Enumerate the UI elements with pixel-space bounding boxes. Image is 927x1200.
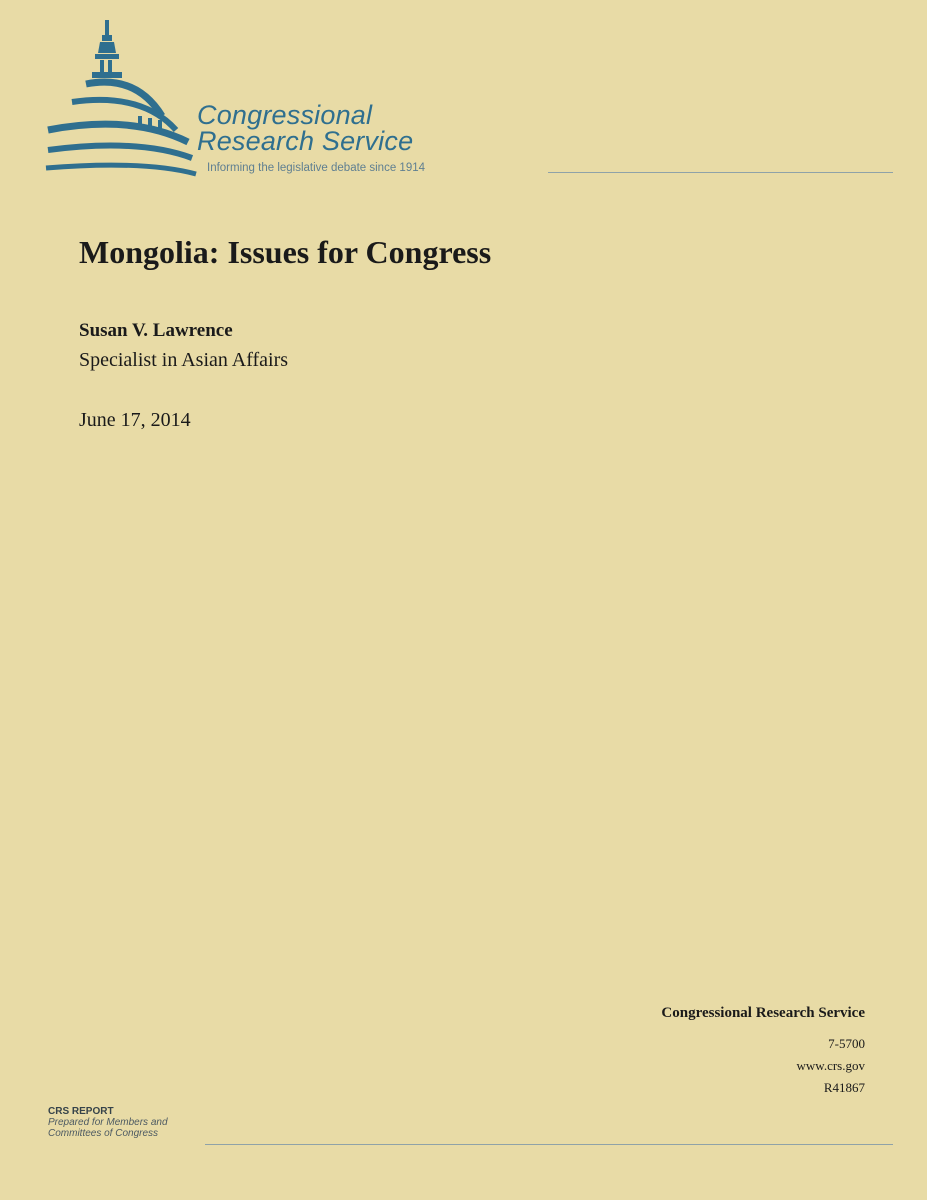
author-name: Susan V. Lawrence xyxy=(79,320,233,341)
footer-crs-report-label xyxy=(48,1106,168,1139)
publisher-code: 7-5700 xyxy=(828,1036,865,1051)
footer-subtitle-line2: Committees of Congress xyxy=(48,1128,159,1139)
footer-subtitle-line1: Prepared for Members and xyxy=(48,1117,168,1128)
capitol-dome-icon xyxy=(44,18,204,180)
author-title: Specialist in Asian Affairs xyxy=(79,349,289,371)
report-number: R41867 xyxy=(823,1080,865,1095)
brand-name-line2: Research Service xyxy=(197,126,414,156)
footer-divider xyxy=(205,1144,893,1145)
publisher-name: Congressional Research Service xyxy=(661,1005,865,1021)
header-divider xyxy=(548,172,893,173)
report-title: Mongolia: Issues for Congress xyxy=(79,234,492,270)
crs-report-label: CRS REPORT xyxy=(48,1106,114,1117)
report-date: June 17, 2014 xyxy=(79,409,191,431)
brand-name-line1: Congressional xyxy=(197,100,373,130)
publisher-website: www.crs.gov xyxy=(796,1058,865,1073)
publisher-block xyxy=(661,1002,865,1099)
brand-tagline: Informing the legislative debate since 1914 xyxy=(207,162,426,174)
